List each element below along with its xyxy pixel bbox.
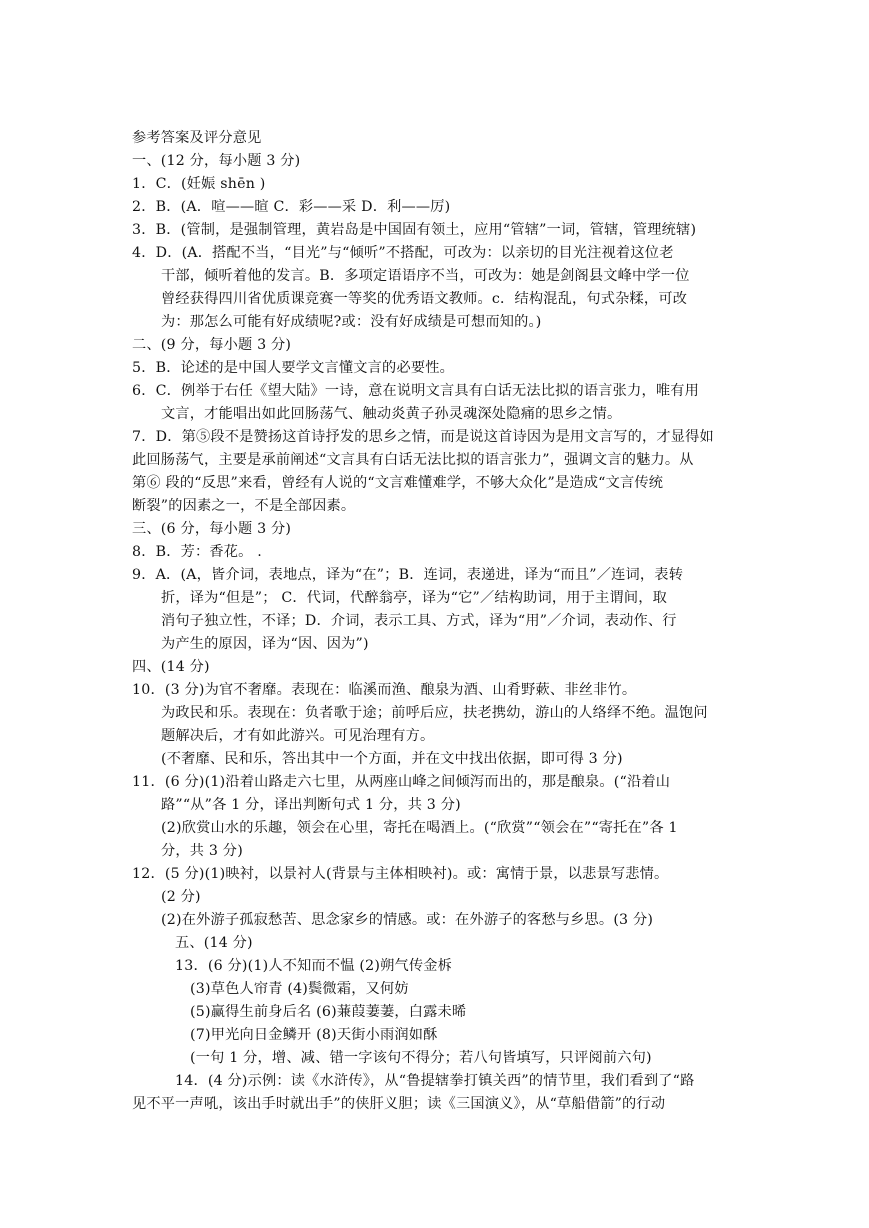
answer-line: 13．(6 分)(1)人不知而不愠 (2)朔气传金柝 xyxy=(175,958,453,974)
answer-line: 断裂”的因素之一，不是全部因素。 xyxy=(132,498,356,514)
answer-line: 12．(5 分)(1)映衬，以景衬人(背景与主体相映衬)。或：寓情于景，以悲景写悲情。 xyxy=(132,866,669,882)
answer-line: 路”“从”各 1 分，译出判断句式 1 分，共 3 分) xyxy=(161,797,461,813)
answer-line: (2)在外游子孤寂愁苦、思念家乡的情感。或：在外游子的客愁与乡思。(3 分) xyxy=(161,912,654,928)
answer-line: (3)草色人帘青 (4)鬓微霜，又何妨 xyxy=(190,981,409,997)
answer-line: (7)甲光向日金鳞开 (8)天街小雨润如酥 xyxy=(190,1027,438,1043)
answer-line: 见不平一声吼，该出手时就出手”的侠肝义胆；读《三国演义》，从“草船借箭”的行动 xyxy=(132,1096,666,1112)
answer-line: (不奢靡、民和乐，答出其中一个方面，并在文中找出依据，即可得 3 分) xyxy=(161,751,623,767)
answer-line: 4．D．(A．搭配不当，“目光”与“倾听”不搭配，可改为：以亲切的目光注视着这位老 xyxy=(132,245,674,261)
answer-line: 题解决后，才有如此游兴。可见治理有方。 xyxy=(161,728,435,744)
answer-line: 干部，倾听着他的发言。B．多项定语语序不当，可改为：她是剑阁县文峰中学一位 xyxy=(161,268,690,284)
section-heading-2: 二、(9 分，每小题 3 分) xyxy=(132,337,292,353)
answer-line: 为：那怎么可能有好成绩呢?或：没有好成绩是可想而知的。) xyxy=(161,314,542,330)
answer-line: 2．B．(A．喧——暄 C．彩——采 D．利——厉) xyxy=(132,199,451,215)
answer-line: 曾经获得四川省优质课竞赛一等奖的优秀语文教师。c．结构混乱，句式杂糅，可改 xyxy=(161,291,688,307)
answer-line: 6．C．例举于右任《望大陆》一诗，意在说明文言具有白话无法比拟的语言张力，唯有用 xyxy=(132,383,700,399)
answer-line: 10．(3 分)为官不奢靡。表现在：临溪而渔、酿泉为酒、山肴野蔌、非丝非竹。 xyxy=(132,682,637,698)
answer-line: (一句 1 分，增、减、错一字该句不得分；若八句皆填写，只评阅前六句) xyxy=(190,1050,652,1066)
answer-line: 消句子独立性，不译；D．介词，表示工具、方式，译为“用”／介词，表动作、行 xyxy=(161,613,677,629)
answer-line: 5．B．论述的是中国人要学文言懂文言的必要性。 xyxy=(132,360,454,376)
answer-line: 7．D．第⑤段不是赞扬这首诗抒发的思乡之情，而是说这首诗因为是用文言写的，才显得如 xyxy=(132,429,714,445)
answer-line: 文言，才能唱出如此回肠荡气、触动炎黄子孙灵魂深处隐痛的思乡之情。 xyxy=(161,406,622,422)
answer-line: 为产生的原因，译为“因、因为”) xyxy=(161,636,369,652)
answer-line: 3．B．(管制，是强制管理，黄岩岛是中国固有领土，应用“管辖”一词，管辖，管理统辖) xyxy=(132,222,697,238)
answer-line: 折，译为“但是”； C．代词，代醉翁亭，译为“它”／结构助词，用于主谓间，取 xyxy=(161,590,667,606)
section-heading-3: 三、(6 分，每小题 3 分) xyxy=(132,521,292,537)
section-heading-1: 一、(12 分，每小题 3 分) xyxy=(132,153,301,169)
answer-line: 第⑥ 段的“反思”来看，曾经有人说的“文言难懂难学，不够大众化”是造成“文言传统 xyxy=(132,475,664,491)
answer-line: 14．(4 分)示例：读《水浒传》，从“鲁提辖拳打镇关西”的情节里，我们看到了“路 xyxy=(175,1073,695,1089)
answer-line: 分，共 3 分) xyxy=(161,843,243,859)
answer-line: 8．B．芳：香花。 . xyxy=(132,544,262,560)
answer-line: 为政民和乐。表现在：负者歌于途；前呼后应，扶老携幼，游山的人络绎不绝。温饱问 xyxy=(161,705,708,721)
answer-line: (2)欣赏山水的乐趣，领会在心里，寄托在喝酒上。(“欣赏”“领会在”“寄托在”各 1 xyxy=(161,820,678,836)
document-title: 参考答案及评分意见 xyxy=(132,130,262,146)
section-heading-4: 四、(14 分) xyxy=(132,659,210,675)
answer-line: 1．C．(妊娠 shēn ) xyxy=(132,176,266,192)
answer-line: (5)赢得生前身后名 (6)蒹葭萋萋，白露未晞 xyxy=(190,1004,467,1020)
answer-line: (2 分) xyxy=(161,889,201,905)
section-heading-5: 五、(14 分) xyxy=(175,935,253,951)
answer-line: 此回肠荡气，主要是承前阐述“文言具有白话无法比拟的语言张力”，强调文言的魅力。从 xyxy=(132,452,694,468)
answer-line: 11．(6 分)(1)沿着山路走六七里，从两座山峰之间倾泻而出的，那是酿泉。(“沿着山 xyxy=(132,774,671,790)
answer-line: 9．A．(A，皆介词，表地点，译为“在”；B．连词，表递进，译为“而且”／连词，表转 xyxy=(132,567,684,583)
